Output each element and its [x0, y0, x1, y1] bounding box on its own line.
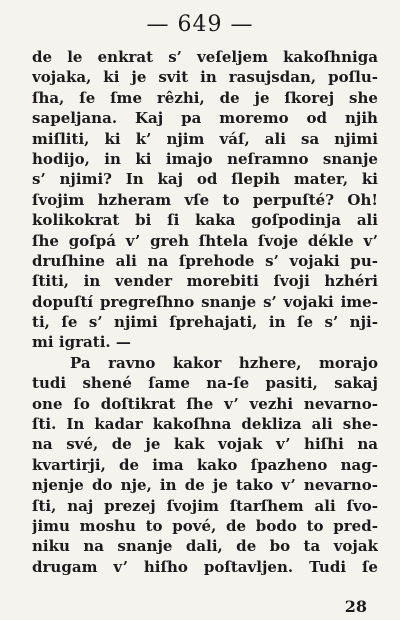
text-line: ſti, naj prezej ſvojim ſtarſhem ali ſvo- [32, 496, 378, 515]
text-line: niku na snanje dali, de bo ta vojak [32, 537, 378, 556]
text-line: ſti. In kadar kakoſhna dekliza ali she- [32, 415, 378, 434]
text-line: ſvojim hzheram vſe to perpuſté? Oh! [32, 190, 378, 209]
text-line: mi igrati. — [32, 333, 131, 352]
page-number: — 649 — [146, 12, 254, 37]
text-line: drugam v’ hiſho poſtavljen. Tudi ſe [32, 557, 378, 576]
text-line: dopuſtí pregreſhno snanje s’ vojaki ime- [32, 292, 378, 311]
text-line: ti, ſe s’ njimi ſprehajati, in ſe s’ nji- [32, 313, 378, 332]
text-line: kolikokrat bi ſi kaka goſpodinja ali [32, 211, 378, 230]
signature-number: 28 [344, 597, 367, 616]
text-line: de le enkrat s’ veſeljem kakoſhniga [32, 48, 378, 66]
text-line: ſhe goſpá v’ greh ſhtela ſvoje dékle v’ [32, 231, 378, 250]
text-line: tudi shené ſame na-ſe pasiti, sakaj [32, 374, 378, 393]
text-line: druſhine ali na ſprehode s’ vojaki pu- [32, 251, 378, 270]
text-line: jimu moshu to pové, de bodo to pred- [32, 516, 378, 535]
page-header [0, 10, 400, 40]
text-line: vojaka, ki je svit in rasujsdan, poſlu- [32, 68, 378, 87]
text-line: sapeljana. Kaj pa moremo od njih [32, 109, 378, 128]
text-line: kvartirji, de ima kako ſpazheno nag- [32, 455, 378, 474]
page-footer [0, 597, 400, 620]
text-line: s’ njimi? In kaj od ſlepih mater, ki [32, 170, 378, 189]
text-line: ſtiti, in vender morebiti ſvoji hzhéri [32, 272, 378, 291]
text-line: one ſo doſtikrat ſhe v’ vezhi nevarno- [32, 394, 378, 413]
body-text [32, 47, 378, 577]
text-line: hodijo, in ki imajo neſramno snanje [32, 149, 378, 168]
text-line: na své, de je kak vojak v’ hiſhi na [32, 435, 378, 454]
text-line: ſha, ſe ſme rêzhi, de je ſkorej she [32, 88, 378, 107]
text-line: miſliti, ki k’ njim váſ, ali sa njimi [32, 129, 378, 148]
text-line: Pa ravno kakor hzhere, morajo [70, 353, 378, 372]
text-line: njenje do nje, in de je tako v’ nevarno- [32, 476, 378, 495]
